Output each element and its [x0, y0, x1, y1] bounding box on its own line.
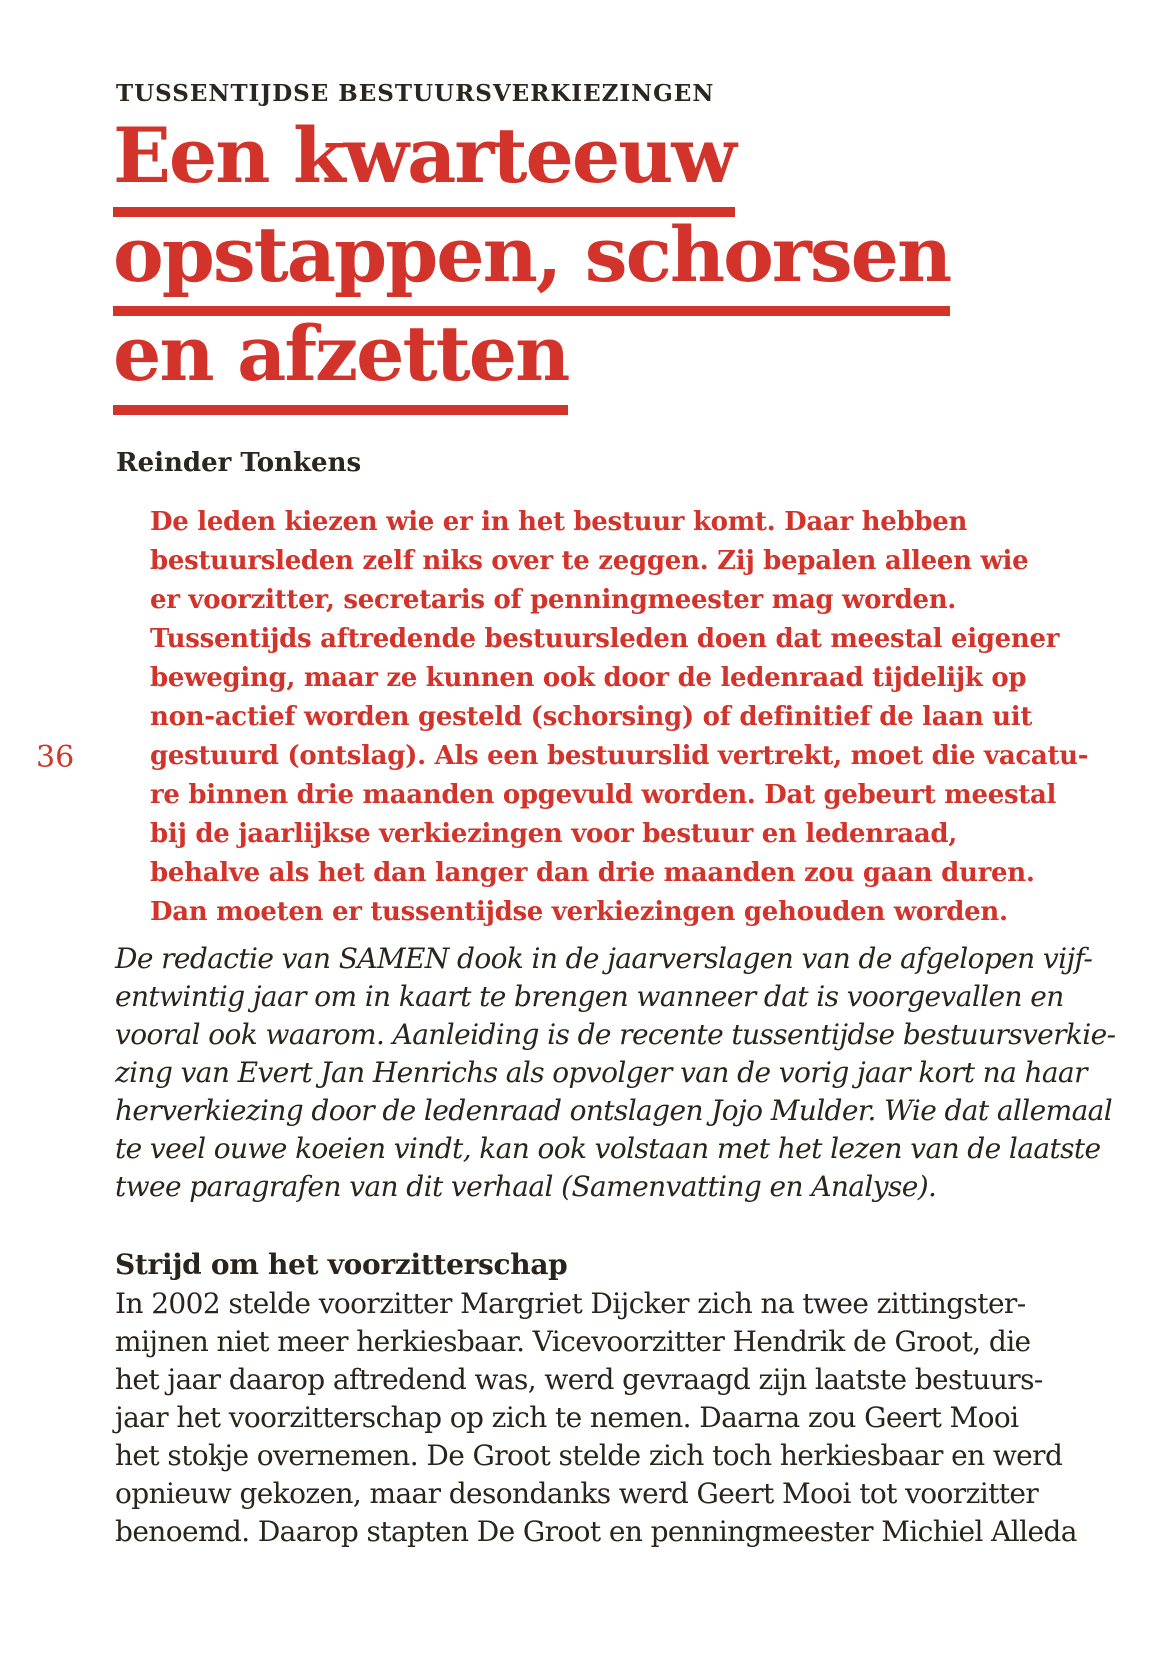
lede-line: zing van Evert Jan Henrichs als opvolger van de vorig jaar kort na haar: [115, 1056, 1087, 1089]
intro-line: bestuursleden zelf niks over te zeggen. Zij bepalen alleen wie: [150, 546, 1029, 576]
body-line: In 2002 stelde voorzitter Margriet Dijcker zich na twee zittingster-: [115, 1287, 1026, 1320]
title-line: [113, 210, 951, 316]
title-line: [113, 309, 950, 415]
body-line: het jaar daarop aftredend was, werd gevraagd zijn laatste bestuurs-: [115, 1363, 1043, 1396]
lede-line: herverkiezing door de ledenraad ontslagen Jojo Mulder. Wie dat allemaal: [115, 1094, 1113, 1127]
intro-line: Tussentijds aftredende bestuursleden doen dat meestal eigener: [150, 624, 1060, 654]
body-line: het stokje overnemen. De Groot stelde zich toch herkiesbaar en werd: [115, 1439, 1063, 1472]
intro-line: er voorzitter, secretaris of penningmeester mag worden.: [150, 585, 957, 615]
title-line-text: en afzetten: [113, 316, 568, 415]
title-line-text: opstappen, schorsen: [113, 217, 950, 316]
lede-line: vooral ook waarom. Aanleiding is de recente tussentijdse bestuursverkie-: [115, 1018, 1116, 1051]
article-title: [113, 111, 951, 415]
intro-line: gestuurd (ontslag). Als een bestuurslid vertrekt, moet die vacatu-: [150, 741, 1089, 771]
page-number: 36: [36, 740, 75, 775]
intro-line: bij de jaarlijkse verkiezingen voor bestuur en ledenraad,: [150, 819, 958, 849]
intro-paragraph: [150, 503, 1088, 932]
body-paragraph: [115, 1285, 1077, 1551]
title-line-text: Een kwarteeuw: [113, 118, 735, 217]
intro-line: beweging, maar ze kunnen ook door de ledenraad tijdelijk op: [150, 663, 1027, 693]
intro-line: non-actief worden gesteld (schorsing) of definitief de laan uit: [150, 702, 1033, 732]
article-kicker: TUSSENTIJDSE BESTUURSVERKIEZINGEN: [116, 80, 715, 107]
intro-line: behalve als het dan langer dan drie maanden zou gaan duren.: [150, 858, 1035, 888]
body-line: opnieuw gekozen, maar desondanks werd Geert Mooi tot voorzitter: [115, 1477, 1039, 1510]
lede-line: te veel ouwe koeien vindt, kan ook volstaan met het lezen van de laatste: [115, 1132, 1101, 1165]
lede-line: twee paragrafen van dit verhaal (Samenvatting en Analyse).: [115, 1170, 937, 1203]
lede-line: entwintig jaar om in kaart te brengen wanneer dat is voorgevallen en: [115, 980, 1064, 1013]
intro-line: re binnen drie maanden opgevuld worden. Dat gebeurt meestal: [150, 780, 1057, 810]
body-line: mijnen niet meer herkiesbaar. Vicevoorzitter Hendrik de Groot, die: [115, 1325, 1031, 1358]
lede-line: De redactie van SAMEN dook in de jaarverslagen van de afgelopen vijf-: [115, 942, 1093, 975]
body-line: jaar het voorzitterschap op zich te nemen. Daarna zou Geert Mooi: [115, 1401, 1019, 1434]
section-heading: Strijd om het voorzitterschap: [115, 1248, 568, 1281]
intro-line: De leden kiezen wie er in het bestuur komt. Daar hebben: [150, 507, 968, 537]
article-author: Reinder Tonkens: [116, 448, 362, 478]
body-line: benoemd. Daarop stapten De Groot en penningmeester Michiel Alleda: [115, 1515, 1077, 1548]
intro-line: Dan moeten er tussentijdse verkiezingen gehouden worden.: [150, 897, 1008, 927]
title-line: [113, 111, 950, 217]
lede-paragraph: [115, 940, 1115, 1206]
